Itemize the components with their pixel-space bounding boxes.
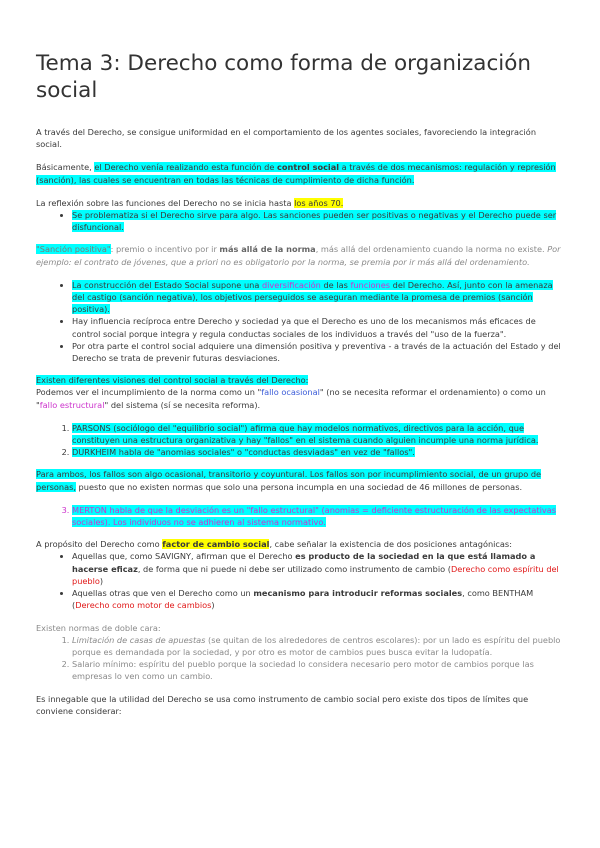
list-item: • Aquellas otras que ven el Derecho como un mecanismo para introducir reformas sociales, como BENTHAM (Derecho como motor de cambios) [72, 587, 564, 611]
bold-text: más allá de la norma [219, 244, 316, 255]
highlighted-bold-text: factor de cambio social [162, 539, 270, 550]
text-run: : premio o incentivo por ir [110, 244, 220, 255]
numbered-list [36, 422, 564, 459]
highlighted-text: Se problematiza si el Derecho sirve para algo. Las sanciones pueden ser positivas o negativas y el Derecho puede ser disfuncional. [72, 210, 557, 233]
colored-term: funciones [350, 279, 391, 290]
limites-paragraph: Es innegable que la utilidad del Derecho se usa como instrumento de cambio social pero existe dos tipos de límites que conviene considerar: [36, 693, 529, 716]
highlighted-text: el Derecho venía realizando esta función de [94, 162, 278, 173]
highlighted-text: los años 70. [294, 197, 344, 208]
list-item: 2. Salario mínimo: espíritu del pueblo porque la sociedad lo considera necesario pero motor de cambios porque las empresas lo ven como un cambio. [72, 658, 564, 682]
bullet-list [36, 279, 564, 364]
cambio-social-paragraph: A propósito del Derecho como factor de cambio social, cabe señalar la existencia de dos posiciones antagónicas: [36, 539, 512, 550]
colored-term: fallo ocasional [261, 387, 320, 398]
visiones-paragraph: Podemos ver el incumplimiento de la norma como un "fallo ocasional" (no se necesita reformar el ordenamiento) o como un "fallo estructural" del sistema (sí se necesita reforma). [36, 387, 546, 410]
colored-term: fallo estructural [39, 399, 105, 410]
intro-paragraph: A través del Derecho, se consigue uniformidad en el comportamiento de los agentes sociales, favoreciendo la integración social. [36, 127, 537, 150]
numbered-list [36, 634, 564, 683]
list-item: 1. PARSONS (sociólogo del "equilibrio social") afirma que hay modelos normativos, directivos para la acción, que constituyen una estructura organizativa y hay "fallos" en el sistema cuando alguien incumple una norma jurídica. [72, 422, 564, 446]
list-item: 3. MERTON habla de que la desviación es un "fallo estructural" (anomias = deficiente estructuración de las expectativas sociales). Los individuos no se adhieren al sistema normativo. [72, 504, 564, 528]
page-title: Tema 3: Derecho como forma de organización social [36, 51, 532, 103]
ambos-paragraph: Para ambos, los fallos son algo ocasional, transitorio y coyuntural. Los fallos son por incumplimiento social, de un grupo de personas, puesto que no existen normas que solo una persona incumpla en una sociedad de 46 millones de personas. [36, 469, 542, 492]
highlighted-bold-text: control social [277, 162, 340, 173]
sancion-positiva-paragraph [36, 243, 564, 267]
highlighted-term: "Sanción positiva" [36, 244, 111, 255]
highlighted-text: a través de dos mecanismos: regulación y represión (sanción), las cuales se encuentran en todas las técnicas de cumplimiento de dicha función. [36, 162, 556, 185]
text-run: , más allá del ordenamiento cuando la norma no existe. [315, 244, 548, 255]
list-item [72, 209, 564, 233]
colored-term: Derecho como espíritu del pueblo [72, 563, 559, 586]
doble-cara-paragraph: Existen normas de doble cara: [36, 622, 161, 633]
list-item: 1. Limitación de casas de apuestas (se quitan de los alrededores de centros escolares): por un lado es espíritu del pueblo porque es demandada por la sociedad, y por otro es motor de cambios pues busca evitar la ludopatía. [72, 634, 564, 658]
bullet-list [36, 550, 564, 611]
list-item: • Por otra parte el control social adquiere una dimensión positiva y preventiva - a través de la actuación del Estado y del Derecho se trata de prevenir futuras desviaciones. [72, 340, 564, 364]
list-item: 2. DURKHEIM habla de "anomias sociales" o "conductas desviadas" en vez de "fallos". [72, 446, 564, 458]
colored-term: diversificación [261, 279, 321, 290]
colored-term: Derecho como motor de cambios [75, 600, 212, 611]
numbered-list [36, 504, 564, 528]
list-item: • Hay influencia recíproca entre Derecho y sociedad ya que el Derecho es uno de los mecanismos más eficaces de control social porque integra y regula conductas sociales de los individuos a través del "uso de la fuerza". [72, 315, 564, 339]
bullet-list [36, 209, 564, 233]
reflexion-paragraph [36, 197, 564, 209]
list-item: • La construcción del Estado Social supone una diversificación de las funciones del Derecho. Así, junto con la amenaza del castigo (sanción negativa), los objetivos perseguidos se aseguran mediante la promesa de premios (sanción positiva). [72, 279, 564, 316]
example-text: Por ejemplo: el contrato de jóvenes, que a priori no es obligatorio por la norma, se premia por ir más allá del ordenamiento. [36, 244, 561, 267]
text-run: La reflexión sobre las funciones del Derecho no se inicia hasta [36, 197, 295, 208]
text-run: Básicamente, [36, 162, 95, 173]
visiones-heading: Existen diferentes visiones del control social a través del Derecho: [36, 375, 309, 386]
list-item: • Aquellas que, como SAVIGNY, afirman que el Derecho es producto de la sociedad en la que está llamado a hacerse eficaz, de forma que ni puede ni debe ser utilizado como instrumento de cambio (Derecho como espíritu del pueblo) [72, 550, 564, 587]
control-social-paragraph [36, 161, 564, 185]
